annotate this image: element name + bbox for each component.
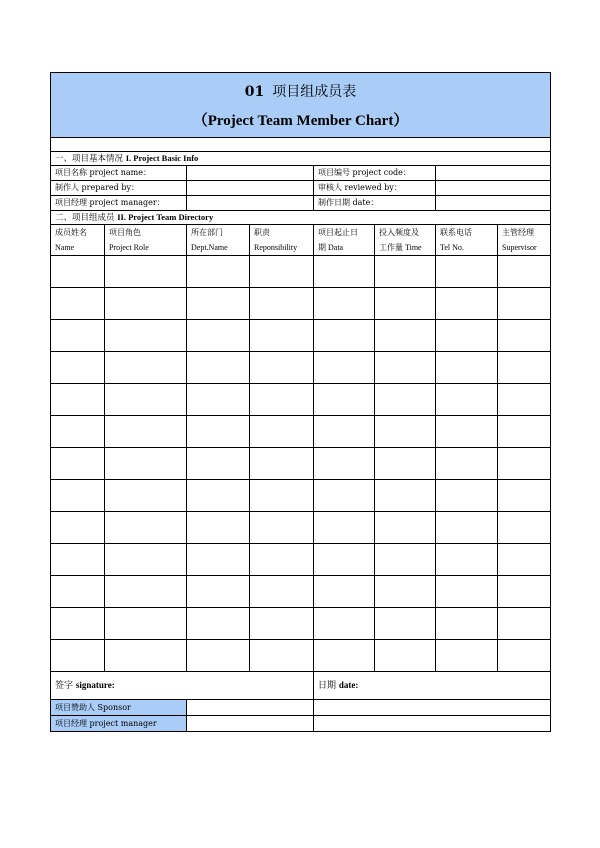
column-header-supervisor: 主管经理 Supervisor (498, 225, 551, 256)
info-value-project-code[interactable] (436, 166, 551, 181)
cell-dept[interactable] (187, 384, 250, 416)
cell-dept[interactable] (187, 640, 250, 672)
cell-responsibility[interactable] (250, 416, 314, 448)
column-header-time: 投入频度及 工作量 Time (375, 225, 436, 256)
cell-tel[interactable] (436, 512, 498, 544)
cell-role[interactable] (105, 352, 187, 384)
title-cn: 项目组成员表 (272, 84, 357, 100)
cell-responsibility[interactable] (250, 320, 314, 352)
cell-supervisor[interactable] (498, 320, 551, 352)
cell-responsibility[interactable] (250, 544, 314, 576)
section1-heading (51, 152, 551, 166)
section2-row (51, 211, 551, 225)
cell-dates[interactable] (314, 576, 375, 608)
cell-supervisor[interactable] (498, 352, 551, 384)
info-label-date: 制作日期 date： (314, 196, 436, 211)
table-row (51, 320, 551, 352)
cell-supervisor[interactable] (498, 416, 551, 448)
cell-name[interactable] (51, 608, 105, 640)
cell-name[interactable] (51, 480, 105, 512)
cell-dates[interactable] (314, 608, 375, 640)
column-header-role: 项目角色 Project Role (105, 225, 187, 256)
cell-dates[interactable] (314, 256, 375, 288)
table-row (51, 512, 551, 544)
spacer-cell (51, 138, 551, 152)
cell-tel[interactable] (436, 608, 498, 640)
info-label-reviewed-by: 审核人 reviewed by： (314, 181, 436, 196)
cell-dates[interactable] (314, 480, 375, 512)
table-row (51, 352, 551, 384)
cell-dates[interactable] (314, 320, 375, 352)
cell-name[interactable] (51, 416, 105, 448)
cell-tel[interactable] (436, 448, 498, 480)
cell-dates[interactable] (314, 640, 375, 672)
cell-supervisor[interactable] (498, 512, 551, 544)
cell-dept[interactable] (187, 512, 250, 544)
cell-supervisor[interactable] (498, 608, 551, 640)
cell-dept[interactable] (187, 288, 250, 320)
section1-label-cn: 一、项目基本情况 (55, 154, 124, 164)
cell-responsibility[interactable] (250, 640, 314, 672)
info-value-project-name[interactable] (187, 166, 314, 181)
cell-supervisor[interactable] (498, 544, 551, 576)
pm-signature-cell[interactable] (187, 716, 314, 732)
cell-dept[interactable] (187, 256, 250, 288)
cell-responsibility[interactable] (250, 448, 314, 480)
info-value-project-manager[interactable] (187, 196, 314, 211)
cell-dept[interactable] (187, 544, 250, 576)
section2-heading (51, 211, 551, 225)
cell-role[interactable] (105, 416, 187, 448)
sign-date-label-en: date: (338, 680, 359, 690)
cell-time[interactable] (375, 256, 436, 288)
cell-time[interactable] (375, 384, 436, 416)
cell-name[interactable] (51, 384, 105, 416)
section1-label-en: I. Project Basic Info (125, 153, 199, 163)
cell-supervisor[interactable] (498, 448, 551, 480)
section1-row (51, 152, 551, 166)
member-chart-table (50, 72, 551, 732)
info-row (51, 196, 551, 211)
info-label-project-code: 项目编号 project code： (314, 166, 436, 181)
sign-date-label (314, 672, 551, 700)
spacer-row (51, 138, 551, 152)
cell-time[interactable] (375, 480, 436, 512)
cell-responsibility[interactable] (250, 384, 314, 416)
cell-name[interactable] (51, 544, 105, 576)
cell-role[interactable] (105, 512, 187, 544)
table-row (51, 288, 551, 320)
cell-responsibility[interactable] (250, 576, 314, 608)
cell-role[interactable] (105, 544, 187, 576)
cell-dept[interactable] (187, 352, 250, 384)
title-banner (51, 73, 551, 138)
info-label-project-manager: 项目经理 project manager： (51, 196, 187, 211)
info-label-project-name: 项目名称 project name： (51, 166, 187, 181)
cell-tel[interactable] (436, 544, 498, 576)
cell-responsibility[interactable] (250, 256, 314, 288)
signature-label-cn: 签字 (55, 681, 74, 691)
cell-time[interactable] (375, 352, 436, 384)
cell-responsibility[interactable] (250, 480, 314, 512)
cell-dates[interactable] (314, 352, 375, 384)
cell-name[interactable] (51, 320, 105, 352)
info-row (51, 166, 551, 181)
cell-role[interactable] (105, 288, 187, 320)
cell-role[interactable] (105, 384, 187, 416)
sponsor-signature-cell[interactable] (187, 700, 314, 716)
column-header-tel: 联系电话 Tel No. (436, 225, 498, 256)
member-rows (51, 256, 551, 672)
cell-dept[interactable] (187, 448, 250, 480)
cell-dates[interactable] (314, 384, 375, 416)
sponsor-label: 项目赞助人 Sponsor (51, 700, 187, 716)
cell-dates[interactable] (314, 416, 375, 448)
cell-time[interactable] (375, 608, 436, 640)
column-header-dept: 所在部门 Dept.Name (187, 225, 250, 256)
signature-label (51, 672, 314, 700)
table-row (51, 480, 551, 512)
cell-name[interactable] (51, 352, 105, 384)
cell-role[interactable] (105, 448, 187, 480)
title-row (51, 73, 551, 138)
table-row (51, 640, 551, 672)
column-header-name: 成员姓名 Name (51, 225, 105, 256)
cell-time[interactable] (375, 640, 436, 672)
cell-tel[interactable] (436, 576, 498, 608)
cell-role[interactable] (105, 640, 187, 672)
info-value-date[interactable] (436, 196, 551, 211)
cell-tel[interactable] (436, 256, 498, 288)
info-value-prepared-by[interactable] (187, 181, 314, 196)
column-header-row (51, 225, 551, 256)
table-row (51, 416, 551, 448)
cell-dates[interactable] (314, 512, 375, 544)
cell-supervisor[interactable] (498, 384, 551, 416)
cell-name[interactable] (51, 576, 105, 608)
cell-tel[interactable] (436, 352, 498, 384)
cell-time[interactable] (375, 320, 436, 352)
cell-time[interactable] (375, 448, 436, 480)
cell-supervisor[interactable] (498, 480, 551, 512)
sign-date-label-cn: 日期 (318, 681, 337, 691)
table-row (51, 576, 551, 608)
cell-responsibility[interactable] (250, 352, 314, 384)
cell-time[interactable] (375, 512, 436, 544)
cell-name[interactable] (51, 288, 105, 320)
cell-time[interactable] (375, 544, 436, 576)
cell-dept[interactable] (187, 608, 250, 640)
cell-time[interactable] (375, 288, 436, 320)
sponsor-date-cell[interactable] (314, 700, 551, 716)
title-en: （Project Team Member Chart） (192, 113, 409, 129)
cell-name[interactable] (51, 448, 105, 480)
cell-supervisor[interactable] (498, 576, 551, 608)
cell-dept[interactable] (187, 576, 250, 608)
cell-role[interactable] (105, 320, 187, 352)
cell-role[interactable] (105, 256, 187, 288)
cell-responsibility[interactable] (250, 512, 314, 544)
cell-tel[interactable] (436, 416, 498, 448)
cell-dept[interactable] (187, 416, 250, 448)
cell-name[interactable] (51, 512, 105, 544)
member-chart-sheet (50, 72, 550, 732)
table-row (51, 608, 551, 640)
column-header-dates: 项目起止日 期 Data (314, 225, 375, 256)
cell-tel[interactable] (436, 288, 498, 320)
cell-time[interactable] (375, 576, 436, 608)
cell-name[interactable] (51, 256, 105, 288)
cell-responsibility[interactable] (250, 288, 314, 320)
cell-dept[interactable] (187, 320, 250, 352)
table-row (51, 544, 551, 576)
column-header-responsibility: 职责 Reponsibility (250, 225, 314, 256)
title-line-cn (51, 83, 550, 101)
cell-responsibility[interactable] (250, 608, 314, 640)
info-value-reviewed-by[interactable] (436, 181, 551, 196)
signature-row (51, 672, 551, 700)
cell-name[interactable] (51, 640, 105, 672)
pm-row (51, 716, 551, 732)
pm-date-cell[interactable] (314, 716, 551, 732)
cell-role[interactable] (105, 608, 187, 640)
cell-supervisor[interactable] (498, 640, 551, 672)
cell-role[interactable] (105, 480, 187, 512)
cell-supervisor[interactable] (498, 288, 551, 320)
cell-supervisor[interactable] (498, 256, 551, 288)
table-row (51, 256, 551, 288)
cell-tel[interactable] (436, 384, 498, 416)
info-row (51, 181, 551, 196)
section2-label-cn: 二、项目组成员 (55, 213, 115, 223)
table-row (51, 384, 551, 416)
info-label-prepared-by: 制作人 prepared by： (51, 181, 187, 196)
cell-tel[interactable] (436, 640, 498, 672)
title-number: 01 (244, 84, 265, 100)
signature-label-en: signature: (75, 680, 115, 690)
cell-dates[interactable] (314, 288, 375, 320)
table-row (51, 448, 551, 480)
cell-tel[interactable] (436, 320, 498, 352)
cell-time[interactable] (375, 416, 436, 448)
cell-dept[interactable] (187, 480, 250, 512)
cell-dates[interactable] (314, 448, 375, 480)
section2-label-en: II. Project Team Directory (117, 212, 214, 222)
cell-tel[interactable] (436, 480, 498, 512)
cell-dates[interactable] (314, 544, 375, 576)
pm-label: 项目经理 project manager (51, 716, 187, 732)
sponsor-row (51, 700, 551, 716)
cell-role[interactable] (105, 576, 187, 608)
